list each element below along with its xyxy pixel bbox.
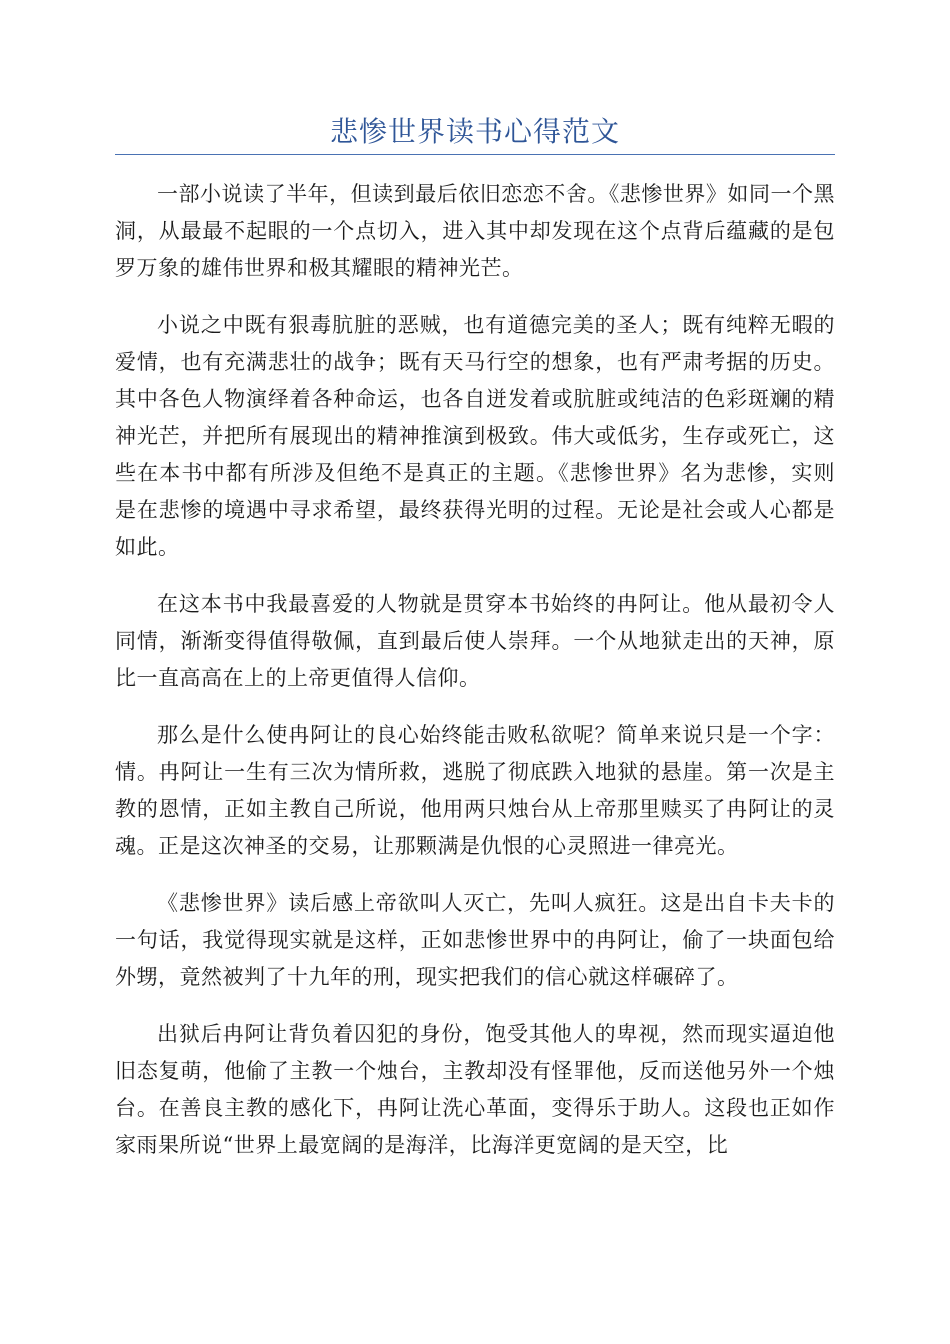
paragraph: 一部小说读了半年，但读到最后依旧恋恋不舍。《悲惨世界》如同一个黑洞，从最最不起眼的一个点切入，进入其中却发现在这个点背后蕴藏的是包罗万象的雄伟世界和极其耀眼的精神光芒。 <box>115 182 835 280</box>
title-underline <box>115 154 835 155</box>
paragraph: 在这本书中我最喜爱的人物就是贯穿本书始终的冉阿让。他从最初令人同情，渐渐变得值得敬佩，直到最后使人崇拜。一个从地狱走出的天神，原比一直高高在上的上帝更值得人信仰。 <box>115 592 835 690</box>
paragraph: 小说之中既有狠毒肮脏的恶贼，也有道德完美的圣人；既有纯粹无暇的爱情，也有充满悲壮的战争；既有天马行空的想象，也有严肃考据的历史。其中各色人物演绎着各种命运，也各自迸发着或肮脏或纯洁的色彩斑斓的精神光芒，并把所有展现出的精神推演到极致。伟大或低劣，生存或死亡，这些在本书中都有所涉及但绝不是真正的主题。《悲惨世界》名为悲惨，实则是在悲惨的境遇中寻求希望，最终获得光明的过程。无论是社会或人心都是如此。 <box>115 313 835 559</box>
paragraph: 那么是什么使冉阿让的良心始终能击败私欲呢？简单来说只是一个字：情。冉阿让一生有三次为情所救，逃脱了彻底跌入地狱的悬崖。第一次是主教的恩情，正如主教自己所说，他用两只烛台从上帝那里赎买了冉阿让的灵魂。正是这次神圣的交易，让那颗满是仇恨的心灵照进一律亮光。 <box>115 723 835 858</box>
document-body <box>115 176 835 1184</box>
paragraph: 出狱后冉阿让背负着囚犯的身份，饱受其他人的卑视，然而现实逼迫他旧态复萌，他偷了主教一个烛台，主教却没有怪罪他，反而送他另外一个烛台。在善良主教的感化下，冉阿让洗心革面，变得乐于助人。这段也正如作家雨果所说“世界上最宽阔的是海洋，比海洋更宽阔的是天空，比 <box>115 1022 835 1157</box>
paragraph: 《悲惨世界》读后感上帝欲叫人灭亡，先叫人疯狂。这是出自卡夫卡的一句话，我觉得现实就是这样，正如悲惨世界中的冉阿让，偷了一块面包给外甥，竟然被判了十九年的刑，现实把我们的信心就这样碾碎了。 <box>115 891 835 989</box>
document-title: 悲惨世界读书心得范文 <box>329 115 620 148</box>
